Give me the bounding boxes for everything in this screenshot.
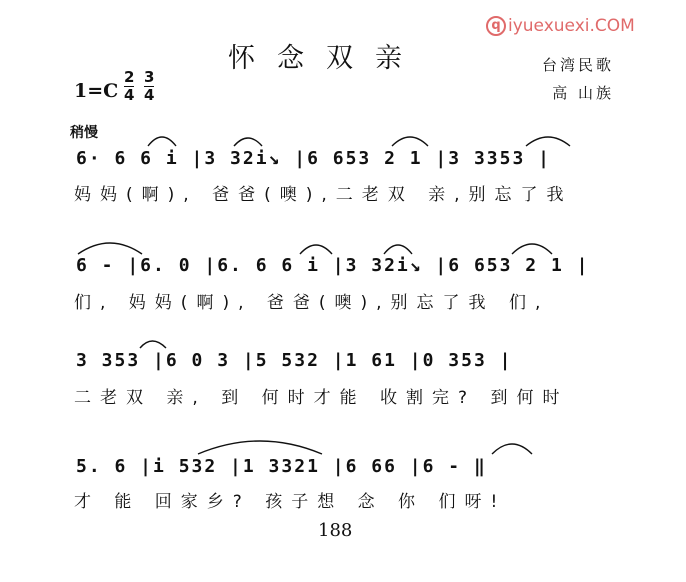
slur: [392, 137, 428, 146]
score-line-1-lyrics: 妈妈(啊), 爸爸(噢),二老双 亲,别忘了我: [74, 185, 573, 205]
slur: [492, 444, 532, 454]
score-line-2-notes: 6 - |6. 0 |6. 6 6 i |3 32i↘ |6 653 2 1 |: [76, 255, 590, 276]
score-line-1-notes: 6· 6 6 i |3 32i↘ |6 653 2 1 |3 3353 |: [76, 148, 551, 169]
q-logo-icon: q: [486, 16, 506, 36]
score-line-3-lyrics: 二老双 亲, 到 何时才能 收割完? 到何时: [74, 388, 569, 408]
slur: [78, 243, 142, 254]
key-signature: 1=C: [74, 80, 119, 102]
song-title: 怀念双亲: [228, 43, 424, 74]
slur: [148, 137, 176, 146]
score-line-2-lyrics: 们, 妈妈(啊), 爸爸(噢),别忘了我 们,: [74, 293, 550, 313]
time-sig-2-top: 3: [144, 68, 155, 86]
score-line-4-notes: 5. 6 |i 532 |1 3321 |6 66 |6 - ‖: [76, 456, 487, 477]
time-sig-2-bottom: 4: [144, 86, 155, 104]
slur: [234, 138, 262, 146]
watermark-text: iyuexuexi.COM: [508, 16, 635, 36]
time-sig-1-top: 2: [124, 68, 135, 86]
slur: [384, 245, 412, 254]
slur: [140, 341, 166, 348]
source-region: 台湾民歌: [541, 56, 614, 74]
score-line-3-notes: 3 353 |6 0 3 |5 532 |1 61 |0 353 |: [76, 350, 513, 371]
page-number: 188: [318, 520, 353, 541]
slur: [300, 245, 332, 254]
tempo-marking: 稍慢: [70, 125, 98, 141]
slur: [526, 137, 570, 146]
slur: [512, 244, 552, 254]
score-line-4-lyrics: 才 能 回家乡? 孩子想 念 你 们呀!: [74, 492, 507, 512]
time-sig-1-bottom: 4: [124, 86, 135, 104]
source-ethnicity: 高 山族: [552, 84, 614, 102]
slur: [198, 441, 322, 454]
